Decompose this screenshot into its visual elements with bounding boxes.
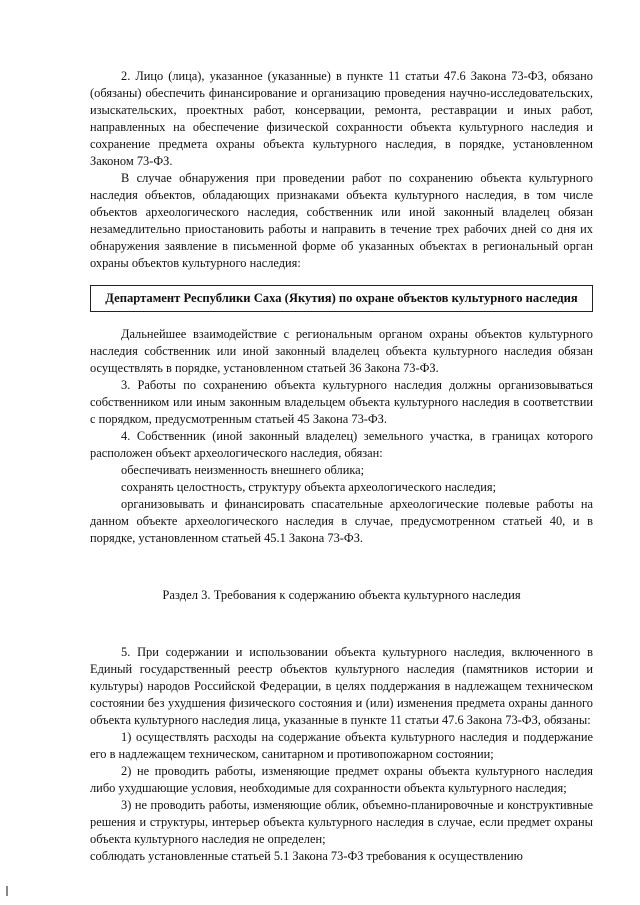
paragraph-discovery-notice: В случае обнаружения при проведении работ по сохранению объекта культурного наследия объектов, обладающих признаками объекта культурного наследия, в том числе объектов археологического наследия, собственник или иной законный владелец обязан незамедлительно приостановить работы и направить в течение трех рабочих дней со дня их обнаружения заявление в письменной форме об указанных объектах в региональный орган охраны объектов культурного наследия: <box>90 171 593 270</box>
authority-box: Департамент Республики Саха (Якутия) по охране объектов культурного наследия <box>90 285 593 312</box>
paragraph-item-4-obligation-1: обеспечивать неизменность внешнего облика; <box>121 463 365 477</box>
paragraph-item-5: 5. При содержании и использовании объекта культурного наследия, включенного в Единый государственный реестр объектов культурного наследия (памятников истории и культуры) народов Российской Федерации, в целях поддержания в надлежащем техническом состоянии без ухудшения физического состояния и (или) изменения предмета охраны данного объекта культурного наследия лица, указанные в пункте 11 статьи 47.6 Закона 73-ФЗ, обязаны: <box>90 645 593 727</box>
paragraph-item-5-sub-1: 1) осуществлять расходы на содержание объекта культурного наследия и поддержание его в надлежащем техническом, санитарном и противопожарном состоянии; <box>90 730 593 761</box>
paragraph-item-4: 4. Собственник (иной законный владелец) земельного участка, в границах которого расположен объект археологического наследия, обязан: <box>90 429 593 460</box>
paragraph-item-5-sub-3: 3) не проводить работы, изменяющие облик, объемно-планировочные и конструктивные решения и структуры, интерьер объекта культурного наследия в случае, если предмет охраны объекта культурного наследия не определен; <box>90 798 593 846</box>
paragraph-item-2: 2. Лицо (лица), указанное (указанные) в пункте 11 статьи 47.6 Закона 73-ФЗ, обязано (обязаны) обеспечить финансирование и организацию проведения научно-исследовательских, изыскательских, проектных работ, консервации, ремонта, реставрации и иных работ, направленных на обеспечение физической сохранности объекта культурного наследия и сохранение предмета охраны объекта культурного наследия, в порядке, установленном Законом 73-ФЗ. <box>90 69 593 168</box>
paragraph-item-5-sub-2: 2) не проводить работы, изменяющие предмет охраны объекта культурного наследия либо ухудшающие условия, необходимые для сохранности объекта культурного наследия; <box>90 764 593 795</box>
paragraph-further-interaction: Дальнейшее взаимодействие с региональным органом охраны объектов культурного наследия собственник или иной законный владелец объекта культурного наследия обязан осуществлять в порядке, установленном статьей 36 Закона 73-ФЗ. <box>90 327 593 375</box>
scan-margin-mark <box>6 886 8 896</box>
paragraph-item-3: 3. Работы по сохранению объекта культурного наследия должны организовываться собственником или иным законным владельцем объекта культурного наследия в соответствии с порядком, предусмотренным статьей 45 Закона 73-ФЗ. <box>90 378 593 426</box>
paragraph-item-4-obligation-3: организовывать и финансировать спасательные археологические полевые работы на данном объекте археологического наследия в случае, предусмотренном статьей 40, и в порядке, установленном статьей 45.1 Закона 73-ФЗ. <box>90 497 593 545</box>
paragraph-item-5-continuation: соблюдать установленные статьей 5.1 Закона 73-ФЗ требования к осуществлению <box>90 849 523 863</box>
paragraph-item-4-obligation-2: сохранять целостность, структуру объекта археологического наследия; <box>121 480 497 494</box>
section-3-title: Раздел 3. Требования к содержанию объекта культурного наследия <box>162 588 521 602</box>
document-page <box>90 68 593 865</box>
